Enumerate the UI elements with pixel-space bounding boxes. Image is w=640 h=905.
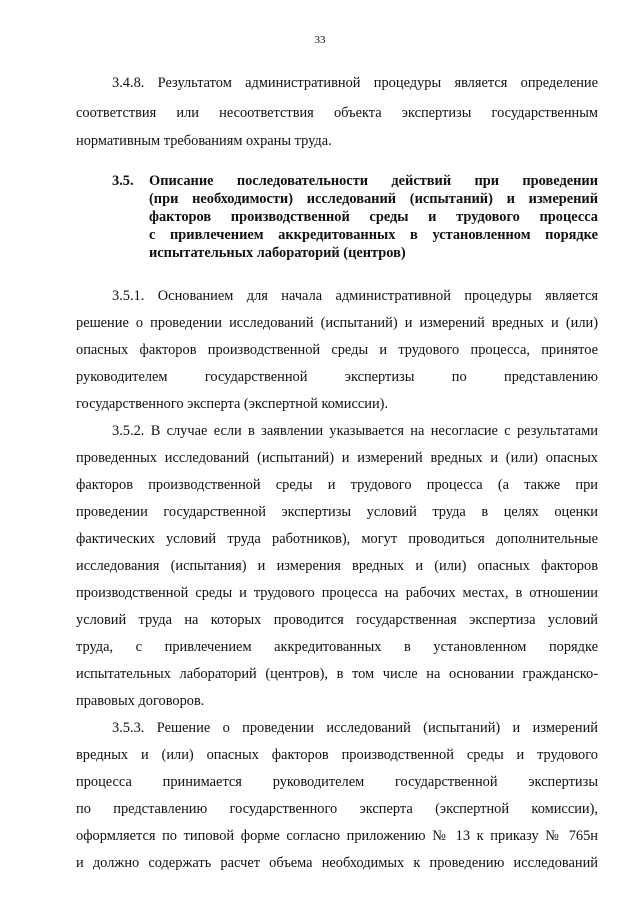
text-line: условий труда на которых проводится государственная экспертиза условий (76, 612, 598, 628)
text-line: оформляется по типовой форме согласно приложению № 13 к приказу № 765н (76, 828, 598, 844)
heading-line: испытательных лабораторий (центров) (149, 245, 406, 261)
text-line: исследования (испытания) и измерения вредных и (или) опасных факторов (76, 558, 598, 574)
text-line: по представлению государственного эксперта (экспертной комиссии), (76, 801, 598, 817)
text-line: правовых договоров. (76, 693, 205, 709)
section-number: 3.5. (112, 173, 134, 189)
text-line: испытательных лабораторий (центров), в том числе на основании гражданско- (76, 666, 598, 682)
text-line: решение о проведении исследований (испытаний) и измерений вредных и (или) (76, 315, 598, 331)
text-line: 3.5.1. Основанием для начала административной процедуры является (112, 288, 598, 304)
text-line: 3.5.3. Решение о проведении исследований (испытаний) и измерений (112, 720, 598, 736)
text-line: государственного эксперта (экспертной комиссии). (76, 396, 389, 412)
text-line: труда, с привлечением аккредитованных в установленном порядке (76, 639, 598, 655)
heading-line: факторов производственной среды и трудового процесса (149, 209, 598, 225)
text-line: 3.4.8. Результатом административной процедуры является определение (112, 75, 598, 91)
text-line: нормативным требованиям охраны труда. (76, 133, 332, 149)
text-line: руководителем государственной экспертизы по представлению (76, 369, 598, 385)
text-line: проведенных исследований (испытаний) и измерений вредных и (или) опасных (76, 450, 598, 466)
text-line: проведении государственной экспертизы условий труда в целях оценки (76, 504, 598, 520)
text-line: и должно содержать расчет объема необходимых к проведению исследований (76, 855, 598, 871)
text-line: факторов производственной среды и трудового процесса (а также при (76, 477, 598, 493)
text-line: вредных и (или) опасных факторов производственной среды и трудового (76, 747, 598, 763)
heading-line: с привлечением аккредитованных в установленном порядке (149, 227, 598, 243)
text-line: соответствия или несоответствия объекта экспертизы государственным (76, 105, 598, 121)
text-line: фактических условий труда работников), могут проводиться дополнительные (76, 531, 598, 547)
page-number: 33 (314, 34, 326, 46)
heading-line: Описание последовательности действий при проведении (149, 173, 598, 189)
heading-line: (при необходимости) исследований (испытаний) и измерений (149, 191, 598, 207)
text-line: 3.5.2. В случае если в заявлении указывается на несогласие с результатами (112, 423, 598, 439)
text-line: опасных факторов производственной среды и трудового процесса, принятое (76, 342, 598, 358)
text-line: процесса принимается руководителем государственной экспертизы (76, 774, 598, 790)
text-line: производственной среды и трудового процесса на рабочих местах, в отношении (76, 585, 598, 601)
